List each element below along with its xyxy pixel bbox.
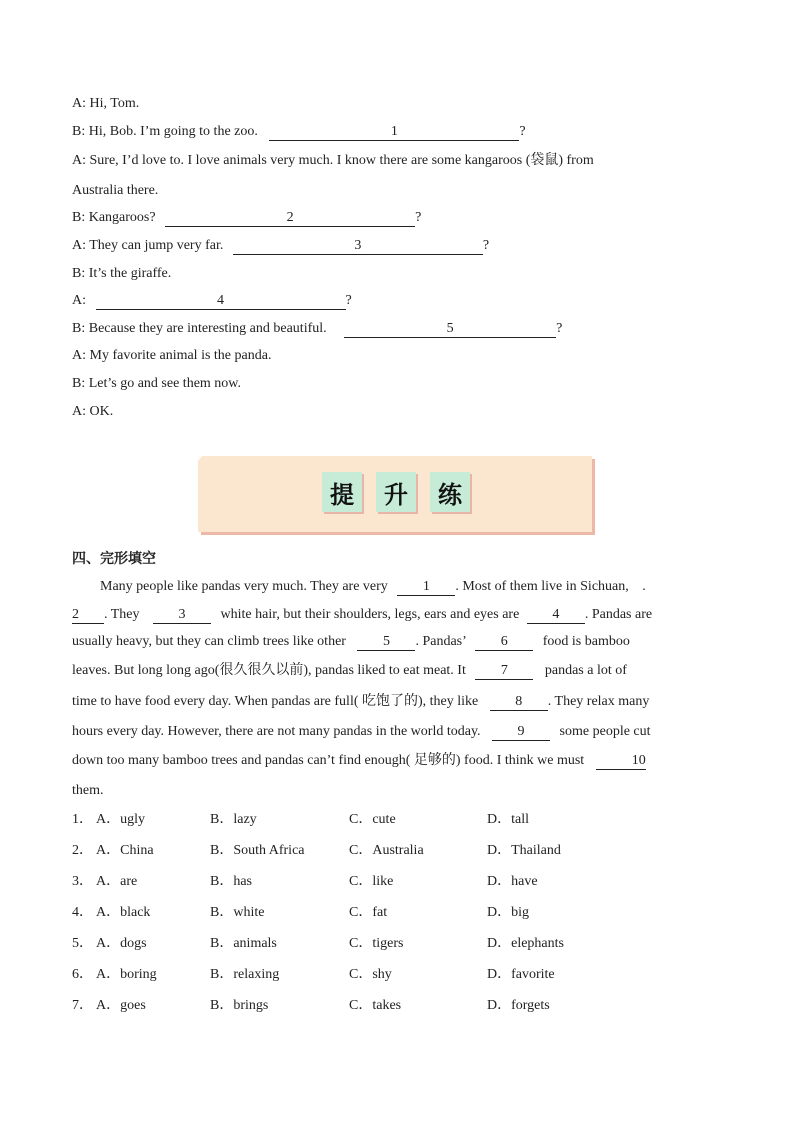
passage-blank-9[interactable]: 9 — [492, 724, 550, 741]
dialogue-line-10: A: My favorite animal is the panda. — [72, 348, 272, 363]
blank-5[interactable]: 5 — [344, 321, 556, 338]
option-3b[interactable]: B．has — [210, 874, 252, 889]
option-2b[interactable]: B．South Africa — [210, 843, 305, 858]
banner-stripe — [142, 446, 209, 520]
option-6c[interactable]: C．shy — [349, 967, 392, 982]
passage-blank-1[interactable]: 1 — [397, 579, 455, 596]
passage-line-2: 2 . They 3 white hair, but their shoulders, legs, ears and eyes are 4 . Pandas are — [72, 607, 653, 622]
passage-blank-10[interactable]: 10 — [596, 753, 646, 770]
passage-blank-7[interactable]: 7 — [475, 663, 533, 680]
banner-title — [322, 472, 470, 512]
dialogue-line-1: A: Hi, Tom. — [72, 96, 140, 111]
option-7c[interactable]: C．takes — [349, 998, 402, 1013]
dialogue-line-6: A: They can jump very far. 3 ? — [72, 238, 490, 253]
blank-3[interactable]: 3 — [233, 238, 483, 255]
option-4a[interactable]: A．black — [96, 905, 151, 920]
option-5d[interactable]: D．elephants — [487, 936, 564, 951]
option-5c[interactable]: C．tigers — [349, 936, 404, 951]
option-3c[interactable]: C．like — [349, 874, 394, 889]
blank-2[interactable]: 2 — [165, 210, 415, 227]
passage-blank-2[interactable]: 2 — [72, 607, 104, 624]
passage-line-3: usually heavy, but they can climb trees like other 5 . Pandas’ 6 food is bamboo — [72, 634, 630, 649]
blank-1[interactable]: 1 — [269, 124, 519, 141]
option-3d[interactable]: D．have — [487, 874, 538, 889]
option-6d[interactable]: D．favorite — [487, 967, 555, 982]
option-1b[interactable]: B．lazy — [210, 812, 257, 827]
dialogue-line-8: A: 4 ? — [72, 293, 352, 308]
dialogue-line-9: B: Because they are interesting and beautiful. 5 ? — [72, 321, 563, 336]
dialogue-line-7: B: It’s the giraffe. — [72, 266, 172, 281]
option-3a[interactable]: A．are — [96, 874, 138, 889]
option-7b[interactable]: B．brings — [210, 998, 269, 1013]
passage-line-1: Many people like pandas very much. They are very 1 . Most of them live in Sichuan, . — [100, 579, 646, 594]
option-2c[interactable]: C．Australia — [349, 843, 424, 858]
option-1c[interactable]: C．cute — [349, 812, 396, 827]
dialogue-line-11: B: Let’s go and see them now. — [72, 376, 242, 391]
passage-line-7: down too many bamboo trees and pandas can’t find enough( 足够的) food. I think we must 10 — [72, 753, 646, 768]
section-banner — [198, 456, 592, 532]
dialogue-line-3: A: Sure, I’d love to. I love animals very much. I know there are some kangaroos (袋鼠) from — [72, 153, 594, 168]
dialogue-line-2: B: Hi, Bob. I’m going to the zoo. 1 ? — [72, 124, 526, 139]
passage-blank-4[interactable]: 4 — [527, 607, 585, 624]
option-4c[interactable]: C．fat — [349, 905, 388, 920]
passage-line-4: leaves. But long long ago(很久很久以前), pandas liked to eat meat. It 7 pandas a lot of — [72, 663, 627, 678]
option-2d[interactable]: D．Thailand — [487, 843, 561, 858]
banner-char-3: 练 — [430, 472, 470, 512]
option-1d[interactable]: D．tall — [487, 812, 529, 827]
passage-blank-8[interactable]: 8 — [490, 694, 548, 711]
passage-blank-5[interactable]: 5 — [357, 634, 415, 651]
option-4d[interactable]: D．big — [487, 905, 529, 920]
dialogue-line-4: Australia there. — [72, 183, 159, 198]
option-6b[interactable]: B．relaxing — [210, 967, 280, 982]
option-5b[interactable]: B．animals — [210, 936, 277, 951]
dialogue-line-5: B: Kangaroos? 2 ? — [72, 210, 422, 225]
option-2a[interactable]: A．China — [96, 843, 154, 858]
option-4b[interactable]: B．white — [210, 905, 265, 920]
option-7d[interactable]: D．forgets — [487, 998, 550, 1013]
passage-line-6: hours every day. However, there are not many pandas in the world today. 9 some people cut — [72, 724, 651, 739]
passage-line-8: them. — [72, 783, 104, 798]
passage-line-5: time to have food every day. When pandas are full( 吃饱了的), they like 8 . They relax many — [72, 694, 650, 709]
banner-char-2: 升 — [376, 472, 416, 512]
banner-char-1: 提 — [322, 472, 362, 512]
blank-4[interactable]: 4 — [96, 293, 346, 310]
option-7a[interactable]: A．goes — [96, 998, 146, 1013]
option-1a[interactable]: A．ugly — [96, 812, 145, 827]
passage-blank-3[interactable]: 3 — [153, 607, 211, 624]
dialogue-line-12: A: OK. — [72, 404, 114, 419]
option-5a[interactable]: A．dogs — [96, 936, 147, 951]
passage-blank-6[interactable]: 6 — [475, 634, 533, 651]
option-6a[interactable]: A．boring — [96, 967, 157, 982]
section-title: 四、完形填空 — [72, 551, 156, 567]
